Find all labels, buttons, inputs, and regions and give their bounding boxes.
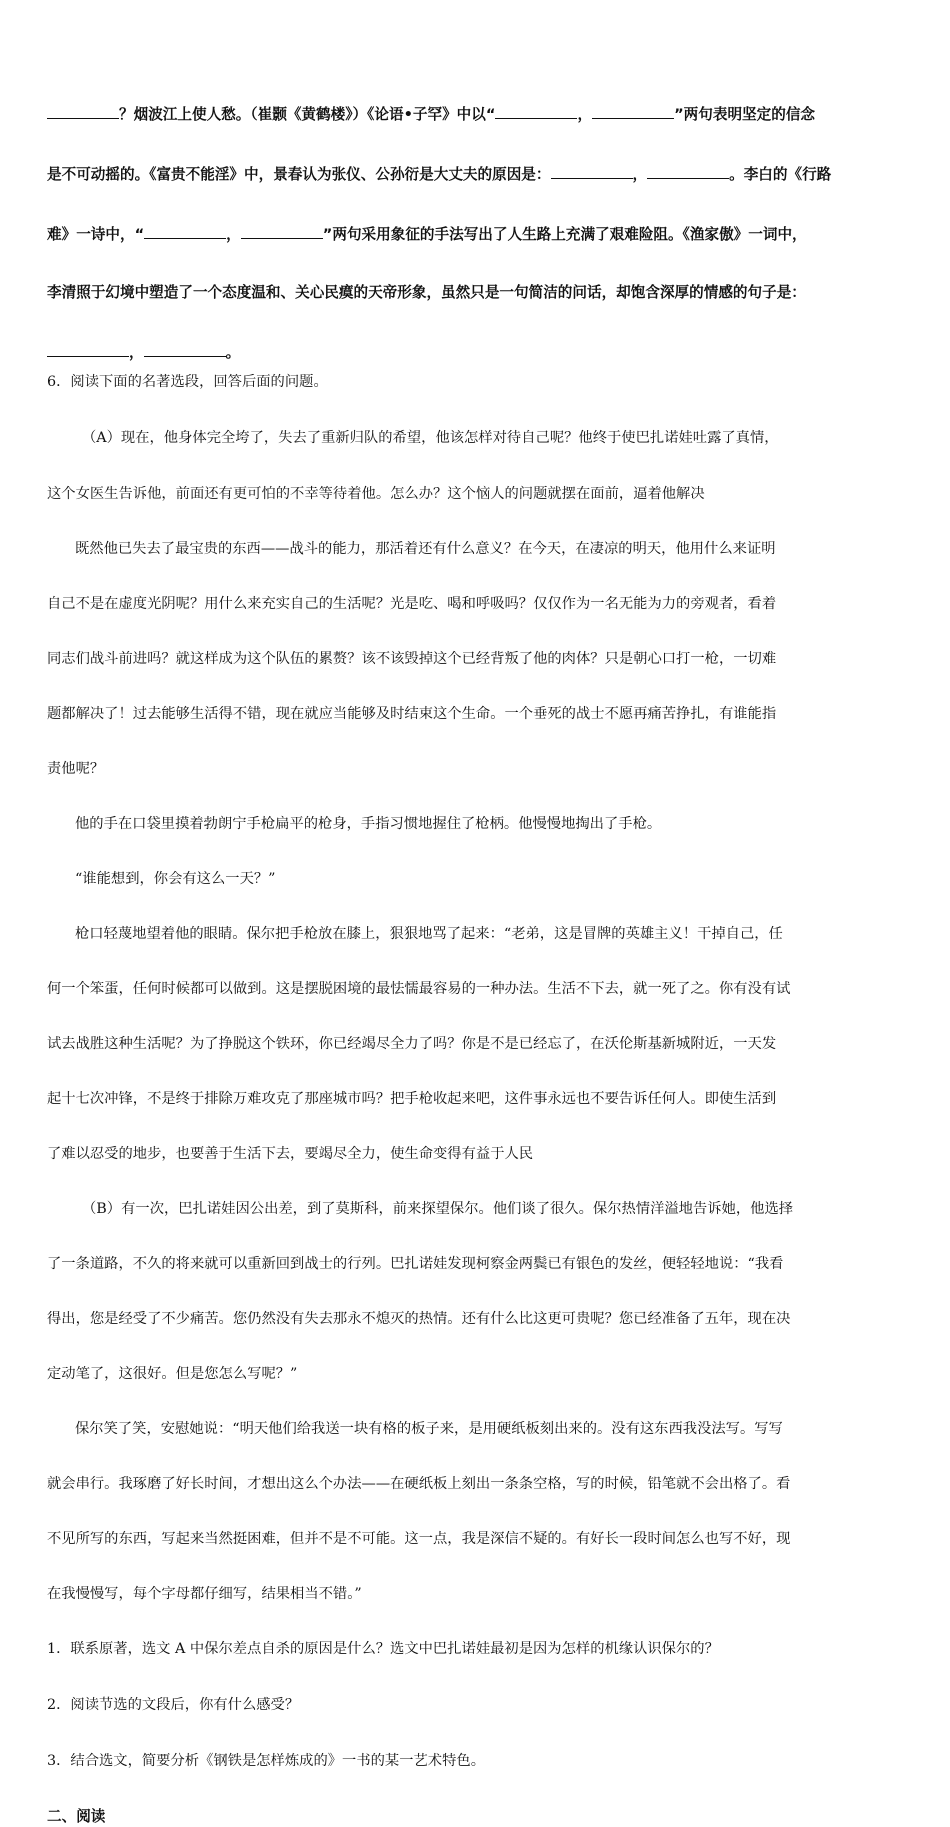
passage-paragraph-line: 在我慢慢写，每个字母都仔细写，结果相当不错。” <box>47 1586 362 1602</box>
passage-a-line: （A）现在，他身体完全垮了，失去了重新归队的希望，他该怎样对待自己呢？他终于使巴扎诺娃吐露了真情， <box>82 430 779 446</box>
passage-paragraph-line: 不见所写的东西，写起来当然挺困难，但并不是不可能。这一点，我是深信不疑的。有好长一段时间怎么也写不好，现 <box>47 1531 791 1547</box>
fill-blank-line-4: 李清照于幻境中塑造了一个态度温和、关心民瘼的天帝形象，虽然只是一句简洁的问话，却饱含深厚的情感的句子是： <box>47 284 806 301</box>
sub-question-3: 3．结合选文，简要分析《钢铁是怎样炼成的》一书的某一艺术特色。 <box>47 1753 485 1769</box>
passage-paragraph-line: 试去战胜这种生活呢？为了挣脱这个铁环，你已经竭尽全力了吗？你是不是已经忘了，在沃伦斯基新城附近，一天发 <box>47 1036 777 1052</box>
page-content <box>47 96 910 1827</box>
passage-paragraph-line: 既然他已失去了最宝贵的东西——战斗的能力，那活着还有什么意义？在今天，在凄凉的明天，他用什么来证明 <box>75 541 776 557</box>
passage-paragraph-line: 起十七次冲锋，不是终于排除万难攻克了那座城市吗？把手枪收起来吧，这件事永远也不要告诉任何人。即使生活到 <box>47 1091 777 1107</box>
question-6-heading: 6．阅读下面的名著选段，回答后面的问题。 <box>47 374 328 390</box>
passage-paragraph-line: 同志们战斗前进吗？就这样成为这个队伍的累赘？该不该毁掉这个已经背叛了他的肉体？只是朝心口打一枪，一切难 <box>47 651 777 667</box>
passage-b-line: （B）有一次，巴扎诺娃因公出差，到了莫斯科，前来探望保尔。他们谈了很久。保尔热情洋溢地告诉她，他选择 <box>82 1201 794 1217</box>
passage-paragraph-line: 就会串行。我琢磨了好长时间，才想出这么个办法——在硬纸板上刻出一条条空格，写的时候，铅笔就不会出格了。看 <box>47 1476 791 1492</box>
answer-blank[interactable] <box>144 223 226 239</box>
passage-b-line: 得出，您是经受了不少痛苦。您仍然没有失去那永不熄灭的热情。还有什么比这更可贵呢？您已经准备了五年，现在决 <box>47 1311 791 1327</box>
answer-blank[interactable] <box>47 341 129 357</box>
answer-blank[interactable] <box>551 163 633 179</box>
passage-b-line: 定动笔了，这很好。但是您怎么写呢？” <box>47 1366 298 1382</box>
fill-blank-line-3: 难》一诗中，“ ， ”两句采用象征的手法写出了人生路上充满了艰难险阻。《渔家傲》一词中， <box>47 223 910 245</box>
passage-b-line: 了一条道路，不久的将来就可以重新回到战士的行列。巴扎诺娃发现柯察金两鬓已有银色的发丝，便轻轻地说：“我看 <box>47 1256 784 1272</box>
section-heading-reading: 二、阅读 <box>47 1808 106 1825</box>
answer-blank[interactable] <box>495 103 577 119</box>
sub-question-1: 1．联系原著，选文 A 中保尔差点自杀的原因是什么？选文中巴扎诺娃最初是因为怎样的机缘认识保尔的？ <box>47 1641 719 1657</box>
passage-paragraph-line: 保尔笑了笑，安慰她说：“明天他们给我送一块有格的板子来，是用硬纸板刻出来的。没有这东西我没法写。写写 <box>75 1421 783 1437</box>
passage-paragraph-line: 他的手在口袋里摸着勃朗宁手枪扁平的枪身，手指习惯地握住了枪柄。他慢慢地掏出了手枪。 <box>75 816 662 832</box>
passage-paragraph-line: 自己不是在虚度光阴呢？用什么来充实自己的生活呢？光是吃、喝和呼吸吗？仅仅作为一名无能为力的旁观者，看着 <box>47 596 777 612</box>
answer-blank[interactable] <box>241 223 323 239</box>
answer-blank[interactable] <box>144 341 226 357</box>
passage-paragraph-line: 责他呢？ <box>47 761 105 777</box>
fill-blank-line-1: ？烟波江上使人愁。（崔颢《黄鹤楼》）《论语•子罕》中以“ ， ”两句表明坚定的信念 <box>47 103 910 125</box>
passage-paragraph-line: 何一个笨蛋，任何时候都可以做到。这是摆脱困境的最怯懦最容易的一种办法。生活不下去，就一死了之。你有没有试 <box>47 981 791 997</box>
sub-question-2: 2．阅读节选的文段后，你有什么感受？ <box>47 1697 300 1713</box>
passage-paragraph-line: 了难以忍受的地步，也要善于生活下去，要竭尽全力，使生命变得有益于人民 <box>47 1146 534 1162</box>
passage-a-line: 这个女医生告诉他，前面还有更可怕的不幸等待着他。怎么办？这个恼人的问题就摆在面前，逼着他解决 <box>47 486 705 502</box>
answer-blank[interactable] <box>647 163 729 179</box>
answer-blank[interactable] <box>592 103 674 119</box>
passage-paragraph-line: “谁能想到，你会有这么一天？” <box>75 871 276 887</box>
fill-blank-line-2: 是不可动摇的。《富贵不能淫》中，景春认为张仪、公孙衍是大丈夫的原因是： ， 。李白的《行路 <box>47 163 910 185</box>
answer-blank[interactable] <box>47 103 119 119</box>
passage-paragraph-line: 枪口轻蔑地望着他的眼睛。保尔把手枪放在膝上，狠狠地骂了起来：“老弟，这是冒牌的英雄主义！干掉自己，任 <box>75 926 783 942</box>
passage-paragraph-line: 题都解决了！过去能够生活得不错，现在就应当能够及时结束这个生命。一个垂死的战士不愿再痛苦挣扎，有谁能指 <box>47 706 777 722</box>
fill-blank-line-5: ， 。 <box>47 341 910 363</box>
